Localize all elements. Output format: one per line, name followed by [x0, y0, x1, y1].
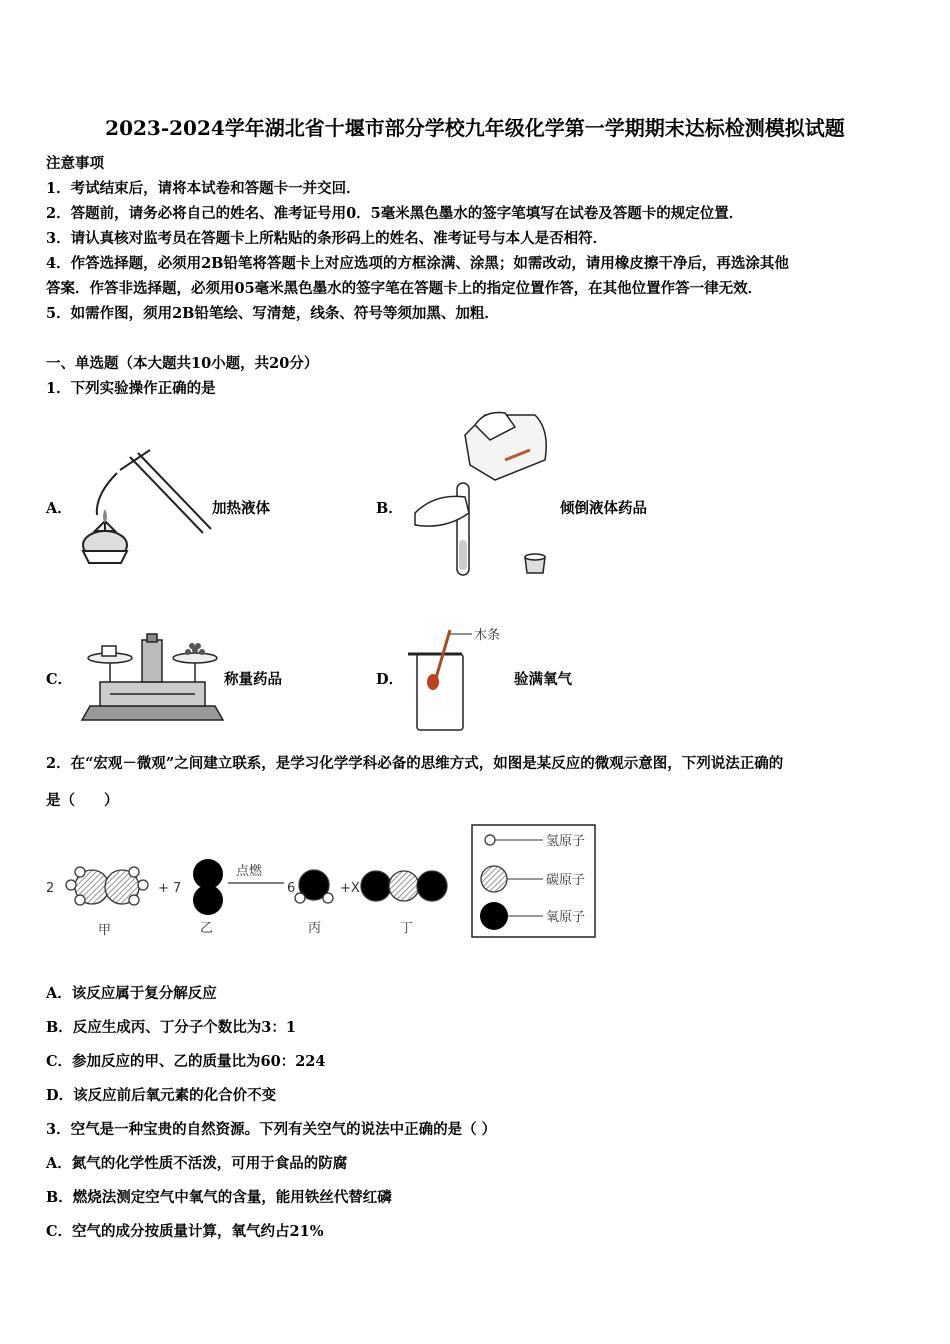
q1-option-b-letter: B． — [376, 500, 403, 517]
coef-jia: 2 — [46, 881, 55, 896]
page-title: 2023-2024学年湖北省十堰市部分学校九年级化学第一学期期末达标检测模拟试题 — [105, 116, 845, 140]
reaction-micro-diagram — [40, 820, 600, 945]
q1-option-d-caption: 验满氧气 — [514, 671, 572, 688]
molecule-bing — [295, 870, 333, 903]
section-heading: 一、单选题（本大题共10小题，共20分） — [46, 355, 319, 372]
q3-option-c: C．空气的成分按质量计算，氧气约占21% — [46, 1223, 324, 1240]
q2-option-c: C．参加反应的甲、乙的质量比为60：224 — [46, 1053, 326, 1070]
q1-option-a-caption: 加热液体 — [212, 500, 270, 517]
q2-option-d: D．该反应前后氧元素的化合价不变 — [46, 1087, 277, 1104]
legend-hydrogen: 氢原子 — [546, 834, 586, 849]
q1-option-d-letter: D． — [376, 671, 404, 688]
legend-oxygen: 氧原子 — [546, 910, 586, 925]
legend-carbon: 碳原子 — [546, 873, 586, 888]
question-1-stem: 1．下列实验操作正确的是 — [46, 380, 216, 397]
label-ding: 丁 — [400, 921, 414, 936]
notice-item: 3．请认真核对监考员在答题卡上所粘贴的条形码上的姓名、准考证号与本人是否相符． — [46, 230, 608, 247]
coef-bing: 6 — [287, 881, 296, 896]
coef-yi: 7 — [173, 881, 182, 896]
plus-x: +X — [340, 881, 360, 896]
q2-option-b: B．反应生成丙、丁分子个数比为3：1 — [46, 1019, 296, 1036]
wood-splint-label: 木条 — [474, 628, 501, 643]
notice-item: 2．答题前，请务必将自己的姓名、准考证号用0．5毫米黑色墨水的签字笔填写在试卷及答题卡的规定位置． — [46, 205, 744, 222]
plus-sign: + — [158, 881, 169, 896]
label-yi: 乙 — [200, 921, 214, 936]
molecule-jia — [66, 867, 148, 905]
atom-legend — [472, 825, 595, 937]
q1-option-c-letter: C． — [46, 671, 73, 688]
figure-heating-liquid — [75, 445, 210, 575]
q2-option-a: A．该反应属于复分解反应 — [46, 985, 217, 1002]
figure-oxygen-test — [400, 622, 520, 734]
molecule-ding — [361, 871, 447, 901]
q3-option-a: A．氮气的化学性质不活泼，可用于食品的防腐 — [46, 1155, 348, 1172]
notice-item: 5．如需作图，须用2B铅笔绘、写清楚，线条、符号等须加黑、加粗． — [46, 305, 499, 322]
question-3-stem: 3．空气是一种宝贵的自然资源。下列有关空气的说法中正确的是（ ） — [46, 1121, 497, 1138]
q3-option-b: B．燃烧法测定空气中氧气的含量，能用铁丝代替红磷 — [46, 1189, 392, 1206]
label-jia: 甲 — [98, 923, 112, 938]
q1-option-b-caption: 倾倒液体药品 — [560, 500, 647, 517]
label-bing: 丙 — [308, 921, 322, 936]
reaction-condition: 点燃 — [236, 864, 263, 879]
q1-option-c-caption: 称量药品 — [224, 671, 282, 688]
figure-pouring-liquid — [405, 405, 555, 585]
q1-option-a-letter: A． — [46, 500, 72, 517]
notice-item: 答案．作答非选择题，必须用05毫米黑色墨水的签字笔在答题卡上的指定位置作答，在其他位置作答一律无效． — [46, 280, 763, 297]
notice-item: 1．考试结束后，请将本试卷和答题卡一并交回． — [46, 180, 361, 197]
question-2-stem: 2．在“宏观－微观”之间建立联系，是学习化学学科必备的思维方式，如图是某反应的微观示意图，下列说法正确的 — [46, 755, 784, 772]
figure-balance — [80, 630, 225, 730]
question-2-stem-cont: 是（ ） — [46, 792, 119, 809]
notice-heading: 注意事项 — [46, 155, 104, 172]
molecule-yi — [193, 859, 223, 915]
notice-item: 4．作答选择题，必须用2B铅笔将答题卡上对应选项的方框涂满、涂黑；如需改动，请用橡皮擦干净后，再选涂其他 — [46, 255, 789, 272]
